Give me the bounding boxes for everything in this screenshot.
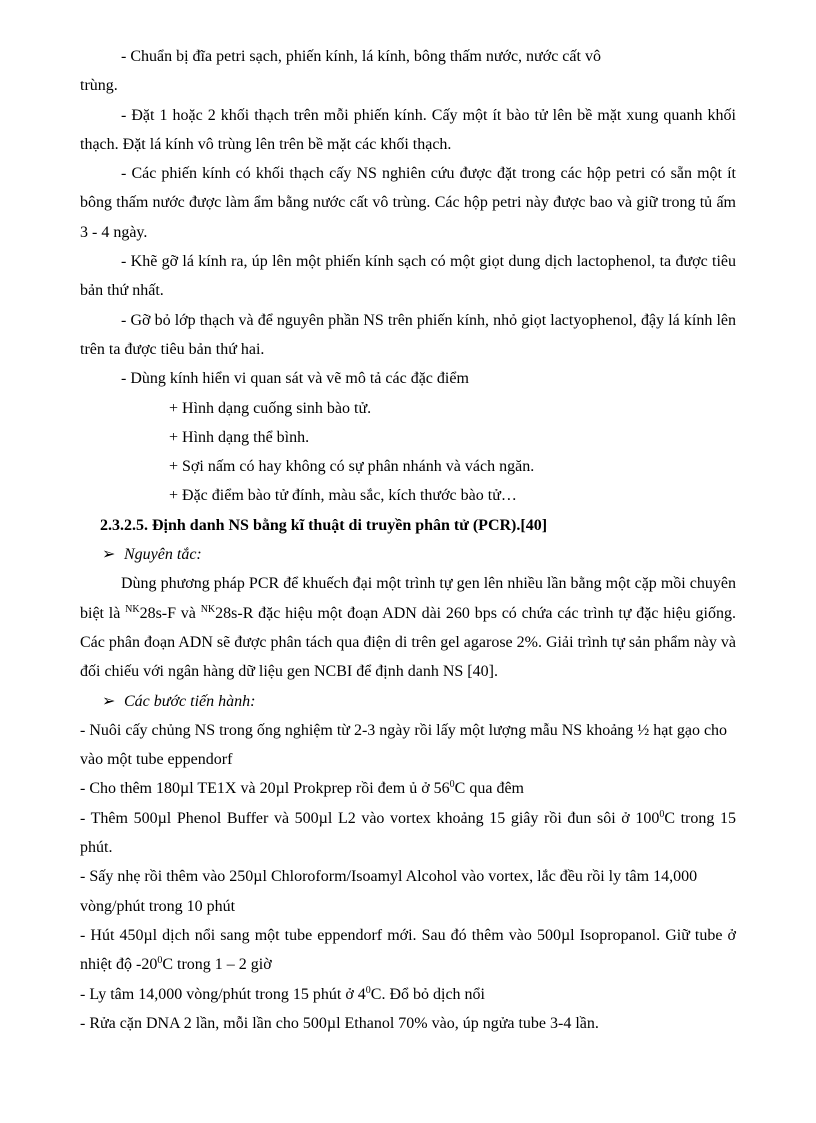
steps-title-text: Các bước tiến hành: (124, 692, 256, 710)
paragraph-place-agar: - Đặt 1 hoặc 2 khối thạch trên mỗi phiến kính. Cấy một ít bào tử lên bề mặt xung quanh khối thạch. Đặt lá kính vô trùng lên trên bề mặt các khối thạch. (80, 106, 736, 153)
document-page (80, 42, 736, 1038)
text: Dùng phương pháp PCR để khuếch đại một trình tự gen lên nhiều lần bằng một cặp mồi chuyên biệt là (80, 575, 736, 622)
text: C. Đổ bỏ dịch nổi (370, 985, 485, 1003)
paragraph-second-slide: - Gỡ bỏ lớp thạch và để nguyên phần NS trên phiến kính, nhỏ giọt lactyophenol, đậy lá kính lên trên ta được tiêu bản thứ hai. (80, 311, 736, 358)
steps-title (80, 687, 736, 716)
superscript: NK (125, 603, 140, 615)
superscript: NK (200, 603, 216, 615)
superscript: 0 (365, 984, 371, 996)
text: C trong 1 – 2 giờ (162, 956, 272, 974)
superscript: 0 (449, 779, 455, 791)
paragraph-continuation (80, 71, 736, 100)
section-heading: 2.3.2.5. Định danh NS bằng kĩ thuật di truyền phân tử (PCR).[40] (100, 516, 548, 534)
step-5 (80, 921, 736, 980)
text: - Ly tâm 14,000 vòng/phút trong 15 phút ở 4 (80, 985, 366, 1003)
text: C trong 15 phút. (80, 809, 736, 857)
principle-title (80, 540, 736, 569)
superscript: 0 (659, 808, 665, 820)
paragraph-principle (80, 569, 736, 686)
sub-item-phialide: + Hình dạng thể bình. (169, 428, 310, 446)
paragraph-first-slide: - Khẽ gỡ lá kính ra, úp lên một phiến kính sạch có một giọt dung dịch lactophenol, ta được tiêu bản thứ nhất. (80, 253, 736, 300)
step-1: - Nuôi cấy chủng NS trong ống nghiệm từ 2-3 ngày rồi lấy một lượng mẫu NS khoảng ½ hạt gạo cho vào một tube eppendorf (80, 721, 728, 769)
superscript: 0 (157, 955, 163, 967)
sub-item-hyphae: + Sợi nấm có hay không có sự phân nhánh và vách ngăn. (169, 458, 535, 476)
text: - Thêm 500µl Phenol Buffer và 500µl L2 vào vortex khoảng 15 giây rồi đun sôi ở 100 (80, 809, 660, 827)
text: 28s-R đặc hiệu một đoạn ADN dài 260 bps có chứa các trình tự đặc hiệu giống. Các phân đoạn ADN sẽ được phân tách qua điện di trên gel agarose 2%. Giải trình tự sản phẩm này và đối chiếu với ngân hàng dữ liệu gen NCBI để định danh NS [40]. (80, 604, 736, 681)
step-2 (80, 774, 736, 803)
text: - Chuẩn bị đĩa petri sạch, phiến kính, lá kính, bông thấm nước, nước cất vô (121, 48, 601, 65)
principle-title-text: Nguyên tắc: (124, 546, 202, 564)
text: 28s-F và (139, 604, 201, 622)
arrow-bullet-icon: ➢ (102, 546, 116, 564)
text: - Hút 450µl dịch nổi sang một tube eppendorf mới. Sau đó thêm vào 500µl Isopropanol. Giữ tube ở nhiệt độ -20 (80, 926, 736, 974)
paragraph-prepare-materials (80, 42, 736, 71)
paragraph-petri-incubation: - Các phiến kính có khối thạch cấy NS nghiên cứu được đặt trong các hộp petri có sẵn một ít bông thấm nước được làm ẩm bằng nước cất vô trùng. Các hộp petri này được bao và giữ trong tủ ấm 3 - 4 ngày. (80, 165, 736, 241)
paragraph-microscope: - Dùng kính hiển vi quan sát và vẽ mô tả các đặc điểm (121, 370, 469, 388)
step-7: - Rửa cặn DNA 2 lần, mỗi lần cho 500µl Ethanol 70% vào, úp ngửa tube 3-4 lần. (80, 1014, 599, 1032)
step-4: - Sấy nhẹ rồi thêm vào 250µl Chloroform/Isoamyl Alcohol vào vortex, lắc đều rồi ly tâm 14,000 vòng/phút trong 10 phút (80, 868, 698, 915)
sub-item-conidiophore: + Hình dạng cuống sinh bào tử. (169, 399, 372, 417)
step-3 (80, 804, 736, 863)
sub-item-conidia: + Đặc điểm bào tử đính, màu sắc, kích thước bào tử… (169, 487, 517, 505)
text: trùng. (80, 77, 118, 95)
text: C qua đêm (454, 780, 524, 798)
step-6 (80, 980, 736, 1009)
text: - Cho thêm 180µl TE1X và 20µl Prokprep rồi đem ủ ở 56 (80, 780, 450, 798)
arrow-bullet-icon: ➢ (102, 692, 116, 710)
